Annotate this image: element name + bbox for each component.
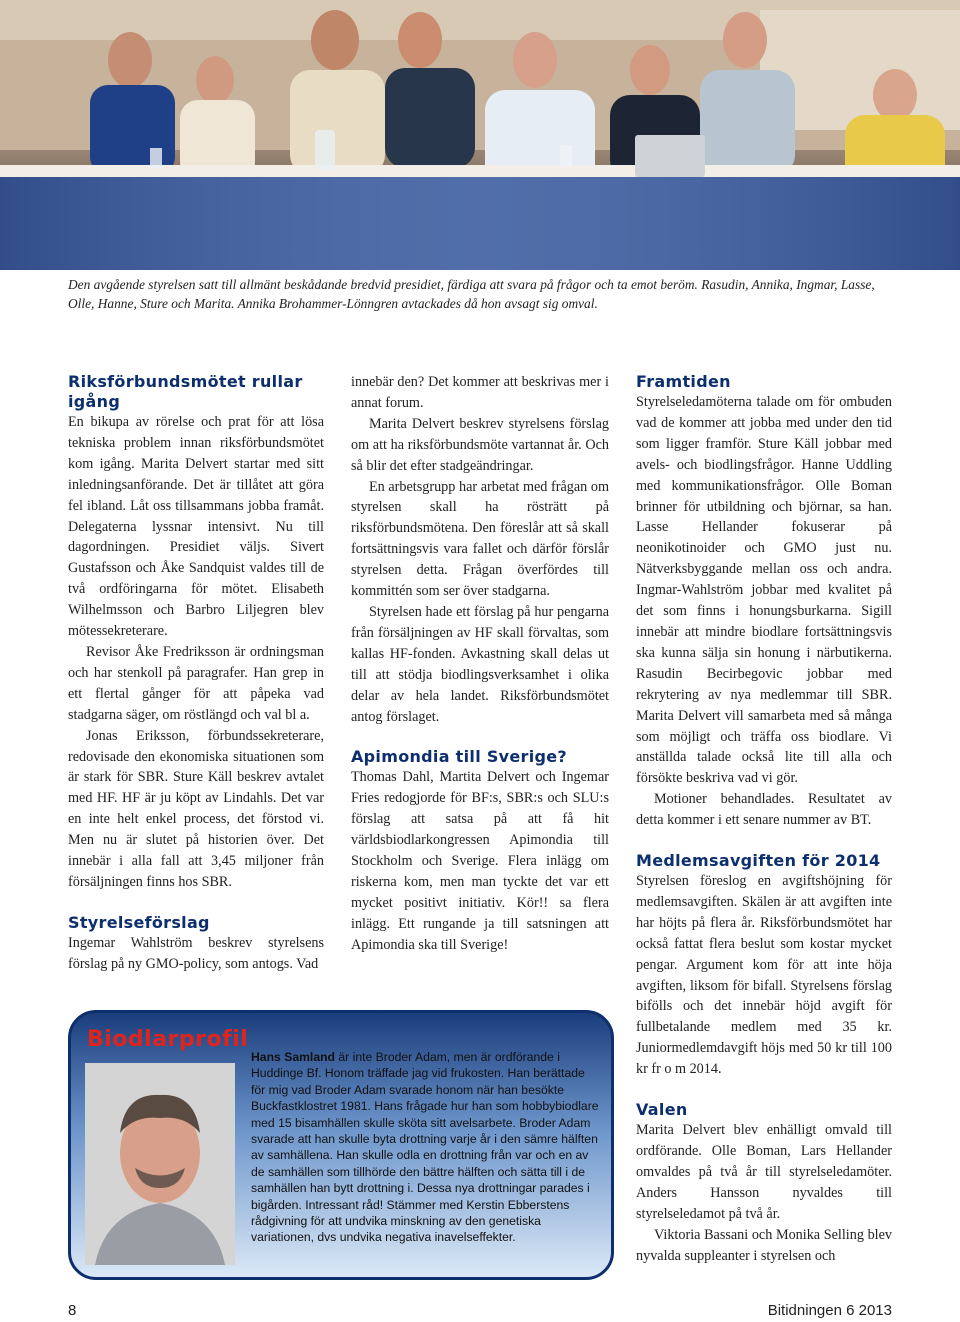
profile-body: är inte Broder Adam, men är ordförande i Huddinge Bf. Honom träffade jag vid frukosten. Han berättade för mig vad Broder Adam svarade honom när han besökte Buckfastklostret 1981. Hans frågade hur han som hobbybiodlare med 15 bisamhällen skulle sköta sitt avelsarbete. Broder Adam svarade att han skulle byta drottning varje år i den sämre hälften av samhällena. Han skulle odla en drottning från var och en av de samhällen som tillhörde den bättre hälften och sätta till i de samhällen han bytt drottning i. Dessa nya drottningar parades i bigården. Intressant råd! Stämmer med Kerstin Ebberstens rådgivning för att undvika minskning av den genetiska variationen, dvs undvika negativa inavelseffekter. bbox=[251, 1050, 599, 1245]
heading-valen: Valen bbox=[636, 1100, 688, 1120]
paragraph: Styrelsen föreslog en avgiftshöjning för medlemsavgiften. Skälen är att avgiften inte har höjts på flera år. Riksförbundsmötet har också fattat flera beslut som kostar mycket pengar. Argument kom för att inte höja avgiften, liksom för bifall. Styrelsens förslag bifölls och det innebär höjd avgift för fullbetalande medlem med 35 kr. Juniormedlemdavgift höjs med 50 kr till 100 kr fr o m 2014. bbox=[636, 873, 892, 1078]
column-3 bbox=[636, 372, 892, 1266]
publication-footer: Bitidningen 6 2013 bbox=[767, 1302, 892, 1319]
paragraph: Ingemar Wahlström beskrev styrelsens förslag på ny GMO-policy, som antogs. Vad bbox=[68, 934, 324, 972]
profile-text bbox=[251, 1049, 601, 1246]
profile-title: Biodlarprofil bbox=[87, 1027, 249, 1052]
paragraph: Viktoria Bassani och Monika Selling blev nyvalda suppleanter i styrelsen och bbox=[636, 1226, 892, 1264]
column-1 bbox=[68, 372, 324, 975]
paragraph: Motioner behandlades. Resultatet av detta kommer i ett senare nummer av BT. bbox=[636, 791, 892, 829]
paragraph: Marita Delvert blev enhälligt omvald till ordförande. Olle Boman, Lars Hellander omvaldes på två år till styrelseledamöter. Anders Hansson nyvaldes till styrelseledamot på två år. bbox=[636, 1122, 892, 1222]
paragraph: innebär den? Det kommer att beskrivas mer i annat forum. bbox=[351, 374, 609, 411]
profile-name: Hans Samland bbox=[251, 1050, 335, 1064]
meeting-photo bbox=[0, 0, 960, 270]
heading-styrelseforslag: Styrelseförslag bbox=[68, 912, 210, 932]
heading-medlemsavgiften: Medlemsavgiften för 2014 bbox=[636, 851, 881, 871]
heading-riksforbundsmotet: Riksförbundsmötet rullar igång bbox=[68, 372, 303, 411]
paragraph: Styrelsen hade ett förslag på hur pengarna från försäljningen av HF skall förvaltas, som kallas HF-fonden. Avkastning skall delas ut till att stödja biodlingsverksamhet i olika delar av hela landet. Riksförbundsmötet antog förslaget. bbox=[351, 603, 609, 725]
paragraph: Styrelseledamöterna talade om för ombuden vad de kommer att jobba med under den tid som ligger framför. Sture Käll jobbar med avels- och biodlingsfrågor. Hanne Uddling med kommunikationsfrågor. Olle Boman brinner för utbildning och björnar, sa han. Lasse Hellander fokuserar på neonikotinoider och GMO just nu. Nätverksbyggande mellan oss och andra. Ingmar-Wahlström jobbar med kvalitet på det som finns i honungsburkarna. Sigill innebär att mindre biodlare fortsättningsvis ska kunna sälja sin honung i närbutikerna. Rasudin Becirbegovic jobbar med rekrytering av nya medlemmar till SBR. Marita Delvert vill samarbeta med så många som möjligt och träffa oss biodlare. Vi anställda talade också lite till alla och försökte beskriva vad vi gör. bbox=[636, 394, 892, 787]
paragraph: En bikupa av rörelse och prat för att lösa tekniska problem innan riksförbundsmötet kom igång. Marita Delvert startar med sitt inledningsanförande. Det är tillåtet att göra fel ibland. Låt oss tillsammans jobba framåt. Delegaterna lyssnar intensivt. Nu till dagordningen. Presidiet väljs. Sivert Gustafsson och Åke Sandquist valdes till de två ordföringarna för mötet. Elisabeth Wilhelmsson och Barbro Liljegren blev mötessekreterare. bbox=[68, 414, 324, 640]
page-number: 8 bbox=[68, 1302, 77, 1319]
paragraph: Marita Delvert beskrev styrelsens förslag om att ha riksförbundsmöte vartannat år. Och så blir det efter stadgeändringar. bbox=[351, 415, 609, 474]
biodlarprofil-box bbox=[68, 1010, 614, 1280]
paragraph: Revisor Åke Fredriksson är ordningsman och har stenkoll på paragrafer. Han grep in ett flertal gånger för att påpeka vad stadgarna säger, om röstlängd och val bl a. bbox=[68, 643, 324, 723]
photo-caption: Den avgående styrelsen satt till allmänt beskådande bredvid presidiet, färdiga att svara på frågor och ta emot beröm. Rasudin, Annika, Ingmar, Lasse, Olle, Hanne, Sture och Marita. Annika Brohammer-Lönngren avtackades då hon avsagt sig omval. bbox=[68, 277, 875, 311]
heading-framtiden: Framtiden bbox=[636, 372, 731, 391]
paragraph: En arbetsgrupp har arbetat med frågan om styrelsen skall ha rösträtt på riksförbundsmötena. Den föreslår att så skall fortsättningsvis vara fallet och därför förslår styrelsen detta. Frågan överfördes till kommittén som ser över stadgarna. bbox=[351, 478, 609, 600]
paragraph: Thomas Dahl, Martita Delvert och Ingemar Fries redogjorde för BF:s, SBR:s och SLU:s förslag att satsa på att få hit världsbiodlarkongressen Apimondia till Stockholm och Sverige. Flera inlägg om riskerna kom, men man tyckte det var ett mycket positivt initiativ. Kör!! sa flera inlägg. Ett rungande ja till satsningen att Apimondia ska till Sverige! bbox=[351, 769, 609, 953]
paragraph: Jonas Eriksson, förbundssekreterare, redovisade den ekonomiska situationen som är stark för SBR. Sture Käll beskrev avtalet med HF. HF är ju köpt av Lindahls. Det var en inte helt enkel process, det förstod vi. Men nu är slutet på historien över. Det innebär i alla fall att 3,45 miljoner från försäljningen finns hos SBR. bbox=[68, 727, 324, 890]
portrait-illustration bbox=[85, 1063, 235, 1265]
meeting-photo-illustration bbox=[0, 0, 960, 270]
column-2 bbox=[351, 372, 609, 956]
heading-apimondia: Apimondia till Sverige? bbox=[351, 747, 568, 767]
portrait-photo bbox=[85, 1063, 235, 1265]
